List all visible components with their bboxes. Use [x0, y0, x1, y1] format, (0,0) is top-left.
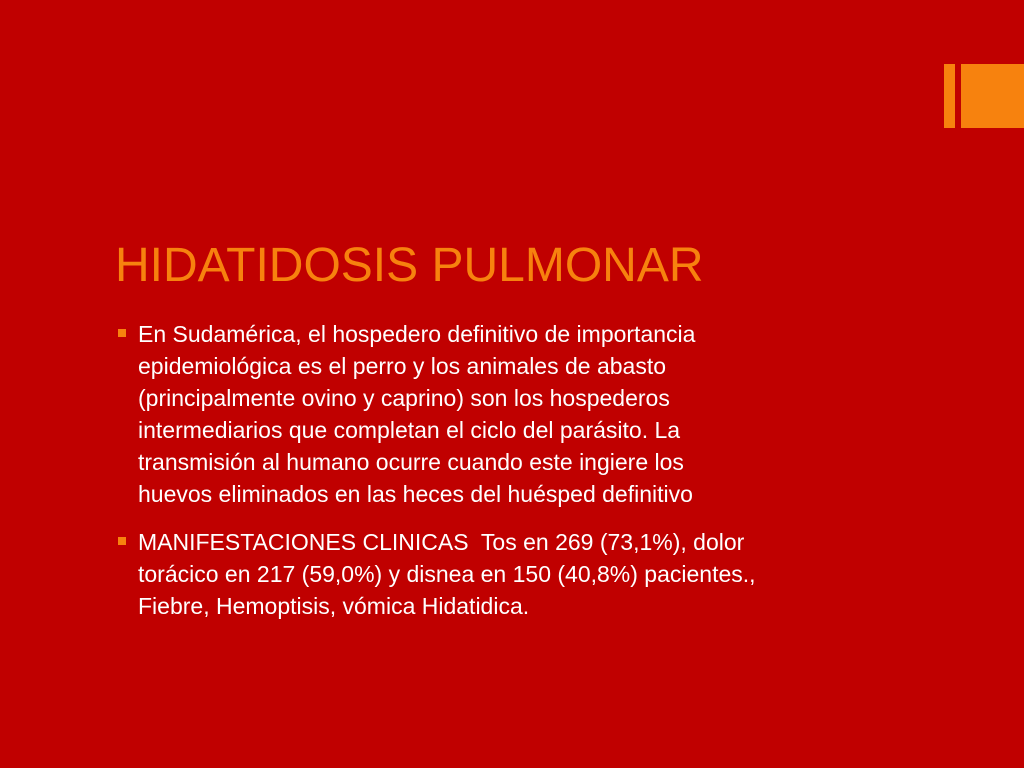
square-bullet-icon — [118, 329, 126, 337]
bullet-text — [138, 526, 918, 622]
square-bullet-icon — [118, 537, 126, 545]
bullet-line: intermediarios que completan el ciclo del parásito. La — [138, 417, 681, 443]
bullet-line: (principalmente ovino y caprino) son los hospederos — [138, 385, 670, 411]
bullet-line: En Sudamérica, el hospedero definitivo de importancia — [138, 321, 696, 347]
bullet-list — [118, 318, 918, 638]
bullet-line: MANIFESTACIONES CLINICAS Tos en 269 (73,1%), dolor — [138, 529, 745, 555]
bullet-item — [118, 318, 918, 510]
bullet-line: Fiebre, Hemoptisis, vómica Hidatidica. — [138, 593, 530, 619]
bullet-line: huevos eliminados en las heces del huésped definitivo — [138, 481, 693, 507]
bullet-text — [138, 318, 918, 510]
bullet-line: torácico en 217 (59,0%) y disnea en 150 (40,8%) pacientes., — [138, 561, 756, 587]
slide-title: HIDATIDOSIS PULMONAR — [115, 239, 704, 292]
bullet-line: transmisión al humano ocurre cuando este ingiere los — [138, 449, 684, 475]
corner-decoration — [944, 64, 1024, 128]
corner-thin-bar — [944, 64, 955, 128]
bullet-line: epidemiológica es el perro y los animales de abasto — [138, 353, 667, 379]
corner-thick-bar — [961, 64, 1024, 128]
bullet-item — [118, 526, 918, 622]
